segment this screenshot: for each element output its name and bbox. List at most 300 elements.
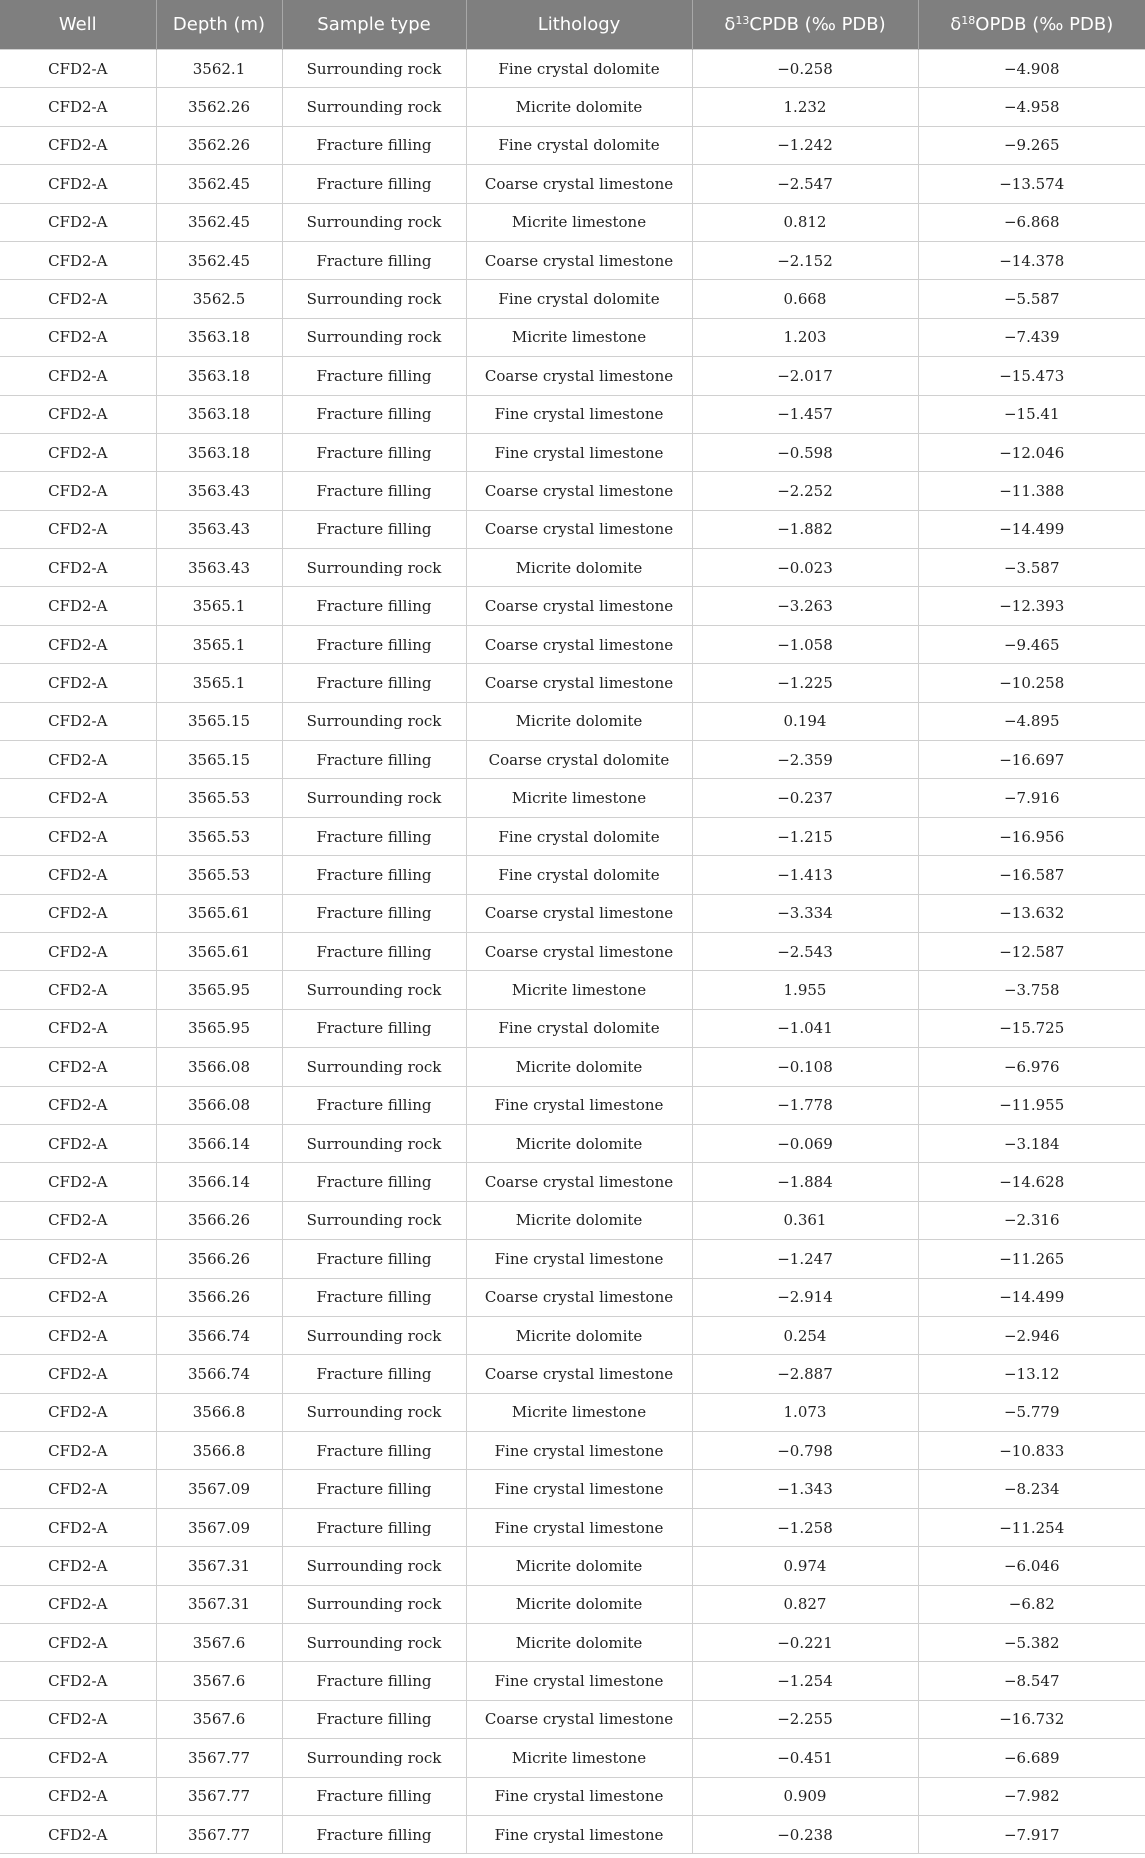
cell-depth: 3567.77 [156, 1739, 282, 1777]
cell-d13c: −2.152 [692, 241, 918, 279]
cell-lithology: Micrite dolomite [466, 1048, 692, 1086]
cell-lithology: Micrite limestone [466, 1739, 692, 1777]
cell-well: CFD2-A [0, 510, 156, 548]
cell-d18o: −14.499 [918, 510, 1145, 548]
cell-lithology: Coarse crystal limestone [466, 625, 692, 663]
cell-lithology: Fine crystal limestone [466, 1777, 692, 1815]
cell-lithology: Coarse crystal limestone [466, 357, 692, 395]
table-row [0, 1700, 1145, 1738]
cell-lithology: Micrite dolomite [466, 1547, 692, 1585]
table-row [0, 1547, 1145, 1585]
cell-depth: 3563.43 [156, 472, 282, 510]
cell-well: CFD2-A [0, 1009, 156, 1047]
column-header-d13c [692, 0, 918, 50]
cell-well: CFD2-A [0, 395, 156, 433]
column-header-depth: Depth (m) [156, 0, 282, 50]
cell-depth: 3565.53 [156, 779, 282, 817]
cell-lithology: Fine crystal limestone [466, 1432, 692, 1470]
cell-d18o: −16.956 [918, 817, 1145, 855]
cell-depth: 3563.18 [156, 318, 282, 356]
cell-well: CFD2-A [0, 1700, 156, 1738]
cell-depth: 3566.14 [156, 1163, 282, 1201]
cell-depth: 3563.18 [156, 433, 282, 471]
cell-d18o: −2.946 [918, 1316, 1145, 1354]
cell-depth: 3566.08 [156, 1086, 282, 1124]
cell-well: CFD2-A [0, 357, 156, 395]
d13c-prefix: δ [724, 14, 736, 35]
cell-depth: 3565.61 [156, 894, 282, 932]
cell-well: CFD2-A [0, 587, 156, 625]
cell-d13c: 0.254 [692, 1316, 918, 1354]
cell-sample-type: Fracture filling [282, 433, 466, 471]
cell-well: CFD2-A [0, 1048, 156, 1086]
header-row [0, 0, 1145, 50]
cell-d13c: 0.812 [692, 203, 918, 241]
cell-lithology: Micrite dolomite [466, 1585, 692, 1623]
cell-d18o: −12.587 [918, 932, 1145, 970]
cell-sample-type: Fracture filling [282, 1163, 466, 1201]
cell-d18o: −9.265 [918, 126, 1145, 164]
cell-d13c: 1.203 [692, 318, 918, 356]
cell-depth: 3566.26 [156, 1278, 282, 1316]
cell-lithology: Coarse crystal limestone [466, 1355, 692, 1393]
cell-well: CFD2-A [0, 549, 156, 587]
cell-d13c: 1.073 [692, 1393, 918, 1431]
cell-d18o: −6.046 [918, 1547, 1145, 1585]
cell-d18o: −11.388 [918, 472, 1145, 510]
cell-lithology: Micrite limestone [466, 1393, 692, 1431]
cell-well: CFD2-A [0, 1815, 156, 1853]
cell-d13c: −0.069 [692, 1124, 918, 1162]
cell-d18o: −10.258 [918, 664, 1145, 702]
cell-depth: 3566.14 [156, 1124, 282, 1162]
cell-d18o: −6.868 [918, 203, 1145, 241]
cell-well: CFD2-A [0, 1086, 156, 1124]
table-row [0, 165, 1145, 203]
cell-depth: 3567.31 [156, 1585, 282, 1623]
cell-depth: 3565.53 [156, 856, 282, 894]
d13c-suffix: CPDB (‰ PDB) [749, 14, 886, 35]
cell-d18o: −12.393 [918, 587, 1145, 625]
cell-lithology: Coarse crystal limestone [466, 894, 692, 932]
cell-lithology: Micrite limestone [466, 971, 692, 1009]
cell-d18o: −4.895 [918, 702, 1145, 740]
cell-well: CFD2-A [0, 817, 156, 855]
cell-well: CFD2-A [0, 1163, 156, 1201]
cell-d13c: −2.887 [692, 1355, 918, 1393]
cell-depth: 3562.45 [156, 203, 282, 241]
cell-d18o: −3.758 [918, 971, 1145, 1009]
cell-lithology: Coarse crystal limestone [466, 1700, 692, 1738]
cell-d18o: −6.976 [918, 1048, 1145, 1086]
cell-lithology: Micrite limestone [466, 318, 692, 356]
cell-depth: 3562.45 [156, 165, 282, 203]
cell-d13c: −2.359 [692, 741, 918, 779]
cell-d13c: −3.334 [692, 894, 918, 932]
cell-lithology: Coarse crystal limestone [466, 1163, 692, 1201]
cell-depth: 3567.77 [156, 1815, 282, 1853]
cell-d13c: −2.252 [692, 472, 918, 510]
table-row [0, 203, 1145, 241]
cell-lithology: Fine crystal limestone [466, 1815, 692, 1853]
cell-lithology: Micrite dolomite [466, 1201, 692, 1239]
cell-lithology: Fine crystal limestone [466, 1240, 692, 1278]
cell-d18o: −13.12 [918, 1355, 1145, 1393]
cell-lithology: Micrite dolomite [466, 549, 692, 587]
cell-depth: 3562.26 [156, 88, 282, 126]
cell-lithology: Micrite dolomite [466, 1124, 692, 1162]
cell-d18o: −7.982 [918, 1777, 1145, 1815]
cell-depth: 3567.31 [156, 1547, 282, 1585]
cell-depth: 3567.6 [156, 1700, 282, 1738]
cell-lithology: Fine crystal limestone [466, 395, 692, 433]
cell-depth: 3565.61 [156, 932, 282, 970]
cell-d13c: 0.194 [692, 702, 918, 740]
cell-depth: 3565.15 [156, 741, 282, 779]
cell-depth: 3565.53 [156, 817, 282, 855]
cell-sample-type: Fracture filling [282, 1777, 466, 1815]
cell-d18o: −15.41 [918, 395, 1145, 433]
cell-d18o: −4.958 [918, 88, 1145, 126]
cell-d18o: −12.046 [918, 433, 1145, 471]
cell-depth: 3566.26 [156, 1201, 282, 1239]
cell-lithology: Fine crystal dolomite [466, 817, 692, 855]
cell-well: CFD2-A [0, 1777, 156, 1815]
cell-d18o: −16.697 [918, 741, 1145, 779]
cell-d13c: −0.108 [692, 1048, 918, 1086]
cell-d13c: −0.238 [692, 1815, 918, 1853]
cell-lithology: Coarse crystal limestone [466, 1278, 692, 1316]
cell-sample-type: Surrounding rock [282, 1739, 466, 1777]
cell-well: CFD2-A [0, 433, 156, 471]
cell-well: CFD2-A [0, 280, 156, 318]
cell-lithology: Fine crystal dolomite [466, 126, 692, 164]
cell-d18o: −5.779 [918, 1393, 1145, 1431]
cell-sample-type: Fracture filling [282, 1470, 466, 1508]
cell-well: CFD2-A [0, 779, 156, 817]
cell-d13c: −2.543 [692, 932, 918, 970]
cell-d13c: 1.232 [692, 88, 918, 126]
table-row [0, 1048, 1145, 1086]
cell-lithology: Micrite limestone [466, 203, 692, 241]
cell-d13c: −1.343 [692, 1470, 918, 1508]
cell-d13c: 0.361 [692, 1201, 918, 1239]
table-row [0, 1086, 1145, 1124]
table-row [0, 357, 1145, 395]
cell-lithology: Fine crystal dolomite [466, 280, 692, 318]
table-row [0, 1316, 1145, 1354]
cell-depth: 3565.1 [156, 587, 282, 625]
cell-d18o: −13.632 [918, 894, 1145, 932]
table-row [0, 741, 1145, 779]
cell-sample-type: Surrounding rock [282, 203, 466, 241]
cell-d18o: −11.955 [918, 1086, 1145, 1124]
cell-d13c: −1.778 [692, 1086, 918, 1124]
cell-depth: 3566.8 [156, 1432, 282, 1470]
cell-sample-type: Surrounding rock [282, 88, 466, 126]
cell-depth: 3565.95 [156, 971, 282, 1009]
table-row [0, 1777, 1145, 1815]
cell-d13c: −1.258 [692, 1508, 918, 1546]
cell-depth: 3562.26 [156, 126, 282, 164]
cell-d13c: 0.668 [692, 280, 918, 318]
table-row [0, 395, 1145, 433]
table-row [0, 1432, 1145, 1470]
cell-well: CFD2-A [0, 932, 156, 970]
cell-depth: 3563.18 [156, 395, 282, 433]
table-row [0, 1815, 1145, 1853]
cell-d18o: −15.725 [918, 1009, 1145, 1047]
table-row [0, 932, 1145, 970]
cell-depth: 3567.09 [156, 1508, 282, 1546]
cell-well: CFD2-A [0, 664, 156, 702]
cell-lithology: Coarse crystal limestone [466, 510, 692, 548]
cell-lithology: Coarse crystal limestone [466, 664, 692, 702]
cell-lithology: Micrite dolomite [466, 1624, 692, 1662]
table-row [0, 318, 1145, 356]
cell-d18o: −3.587 [918, 549, 1145, 587]
cell-well: CFD2-A [0, 50, 156, 88]
cell-sample-type: Fracture filling [282, 856, 466, 894]
cell-d18o: −14.378 [918, 241, 1145, 279]
table-row [0, 587, 1145, 625]
cell-d13c: 0.974 [692, 1547, 918, 1585]
cell-sample-type: Surrounding rock [282, 779, 466, 817]
cell-sample-type: Fracture filling [282, 741, 466, 779]
cell-depth: 3565.1 [156, 664, 282, 702]
cell-d18o: −4.908 [918, 50, 1145, 88]
cell-sample-type: Fracture filling [282, 817, 466, 855]
cell-d13c: 0.827 [692, 1585, 918, 1623]
cell-d18o: −11.254 [918, 1508, 1145, 1546]
column-header-sample-type: Sample type [282, 0, 466, 50]
cell-d13c: −1.457 [692, 395, 918, 433]
d13c-superscript: 13 [735, 14, 750, 27]
cell-lithology: Coarse crystal limestone [466, 587, 692, 625]
cell-well: CFD2-A [0, 126, 156, 164]
cell-depth: 3566.26 [156, 1240, 282, 1278]
cell-depth: 3567.09 [156, 1470, 282, 1508]
cell-lithology: Fine crystal limestone [466, 1508, 692, 1546]
cell-well: CFD2-A [0, 971, 156, 1009]
cell-lithology: Fine crystal limestone [466, 1470, 692, 1508]
cell-sample-type: Surrounding rock [282, 1124, 466, 1162]
cell-sample-type: Surrounding rock [282, 1201, 466, 1239]
cell-d13c: −1.882 [692, 510, 918, 548]
cell-d13c: −1.215 [692, 817, 918, 855]
cell-d13c: −3.263 [692, 587, 918, 625]
cell-d13c: −0.221 [692, 1624, 918, 1662]
cell-well: CFD2-A [0, 625, 156, 663]
table-row [0, 472, 1145, 510]
cell-d18o: −9.465 [918, 625, 1145, 663]
cell-sample-type: Fracture filling [282, 395, 466, 433]
cell-well: CFD2-A [0, 472, 156, 510]
table-row [0, 280, 1145, 318]
table-row [0, 549, 1145, 587]
cell-depth: 3567.6 [156, 1662, 282, 1700]
cell-depth: 3567.6 [156, 1624, 282, 1662]
cell-lithology: Micrite dolomite [466, 1316, 692, 1354]
cell-d13c: 0.909 [692, 1777, 918, 1815]
cell-lithology: Coarse crystal dolomite [466, 741, 692, 779]
cell-d18o: −15.473 [918, 357, 1145, 395]
cell-depth: 3566.8 [156, 1393, 282, 1431]
cell-depth: 3567.77 [156, 1777, 282, 1815]
cell-depth: 3563.18 [156, 357, 282, 395]
table-row [0, 1278, 1145, 1316]
cell-sample-type: Fracture filling [282, 1508, 466, 1546]
cell-well: CFD2-A [0, 1508, 156, 1546]
table-row [0, 1508, 1145, 1546]
cell-well: CFD2-A [0, 1124, 156, 1162]
cell-depth: 3562.1 [156, 50, 282, 88]
cell-d13c: −0.237 [692, 779, 918, 817]
column-header-well: Well [0, 0, 156, 50]
cell-d18o: −13.574 [918, 165, 1145, 203]
table-row [0, 1624, 1145, 1662]
cell-sample-type: Fracture filling [282, 1009, 466, 1047]
cell-sample-type: Fracture filling [282, 1278, 466, 1316]
cell-d18o: −3.184 [918, 1124, 1145, 1162]
cell-d13c: −1.413 [692, 856, 918, 894]
cell-well: CFD2-A [0, 894, 156, 932]
cell-d13c: 1.955 [692, 971, 918, 1009]
cell-depth: 3566.08 [156, 1048, 282, 1086]
column-header-d18o [918, 0, 1145, 50]
cell-well: CFD2-A [0, 1240, 156, 1278]
cell-well: CFD2-A [0, 165, 156, 203]
cell-d13c: −0.023 [692, 549, 918, 587]
cell-sample-type: Fracture filling [282, 1815, 466, 1853]
cell-d18o: −10.833 [918, 1432, 1145, 1470]
cell-d18o: −16.587 [918, 856, 1145, 894]
cell-sample-type: Fracture filling [282, 472, 466, 510]
table-row [0, 88, 1145, 126]
cell-lithology: Micrite limestone [466, 779, 692, 817]
cell-d18o: −11.265 [918, 1240, 1145, 1278]
table-row [0, 1585, 1145, 1623]
cell-sample-type: Surrounding rock [282, 971, 466, 1009]
cell-well: CFD2-A [0, 88, 156, 126]
cell-d13c: −0.798 [692, 1432, 918, 1470]
cell-well: CFD2-A [0, 741, 156, 779]
cell-lithology: Coarse crystal limestone [466, 932, 692, 970]
cell-sample-type: Fracture filling [282, 625, 466, 663]
table-row [0, 625, 1145, 663]
cell-sample-type: Fracture filling [282, 587, 466, 625]
cell-sample-type: Fracture filling [282, 357, 466, 395]
cell-well: CFD2-A [0, 318, 156, 356]
table-row [0, 664, 1145, 702]
table-row [0, 856, 1145, 894]
cell-well: CFD2-A [0, 1547, 156, 1585]
cell-d13c: −2.547 [692, 165, 918, 203]
cell-d18o: −14.499 [918, 1278, 1145, 1316]
cell-sample-type: Surrounding rock [282, 549, 466, 587]
table-row [0, 126, 1145, 164]
cell-sample-type: Surrounding rock [282, 1624, 466, 1662]
table-row [0, 1355, 1145, 1393]
table-row [0, 1201, 1145, 1239]
cell-sample-type: Fracture filling [282, 1432, 466, 1470]
cell-d13c: −1.242 [692, 126, 918, 164]
cell-d13c: −1.254 [692, 1662, 918, 1700]
cell-sample-type: Fracture filling [282, 1662, 466, 1700]
cell-well: CFD2-A [0, 702, 156, 740]
cell-d13c: −1.058 [692, 625, 918, 663]
table-row [0, 702, 1145, 740]
cell-d18o: −7.916 [918, 779, 1145, 817]
cell-well: CFD2-A [0, 1432, 156, 1470]
table-body [0, 50, 1145, 1854]
cell-depth: 3562.45 [156, 241, 282, 279]
cell-sample-type: Surrounding rock [282, 702, 466, 740]
table-row [0, 1009, 1145, 1047]
cell-sample-type: Surrounding rock [282, 1316, 466, 1354]
cell-depth: 3565.1 [156, 625, 282, 663]
cell-d18o: −16.732 [918, 1700, 1145, 1738]
cell-d18o: −6.689 [918, 1739, 1145, 1777]
cell-d13c: −1.225 [692, 664, 918, 702]
cell-lithology: Fine crystal limestone [466, 1086, 692, 1124]
cell-d18o: −7.439 [918, 318, 1145, 356]
cell-depth: 3566.74 [156, 1355, 282, 1393]
cell-sample-type: Fracture filling [282, 1700, 466, 1738]
cell-sample-type: Fracture filling [282, 894, 466, 932]
cell-lithology: Fine crystal dolomite [466, 856, 692, 894]
cell-sample-type: Fracture filling [282, 241, 466, 279]
cell-well: CFD2-A [0, 241, 156, 279]
cell-sample-type: Fracture filling [282, 165, 466, 203]
cell-well: CFD2-A [0, 1585, 156, 1623]
cell-d18o: −8.547 [918, 1662, 1145, 1700]
table-row [0, 1393, 1145, 1431]
cell-depth: 3566.74 [156, 1316, 282, 1354]
cell-lithology: Coarse crystal limestone [466, 241, 692, 279]
cell-sample-type: Surrounding rock [282, 318, 466, 356]
cell-sample-type: Surrounding rock [282, 280, 466, 318]
table-row [0, 894, 1145, 932]
cell-d13c: −2.017 [692, 357, 918, 395]
cell-sample-type: Fracture filling [282, 1086, 466, 1124]
cell-sample-type: Surrounding rock [282, 1393, 466, 1431]
cell-lithology: Fine crystal dolomite [466, 1009, 692, 1047]
cell-well: CFD2-A [0, 856, 156, 894]
cell-depth: 3565.95 [156, 1009, 282, 1047]
cell-sample-type: Fracture filling [282, 1355, 466, 1393]
cell-lithology: Coarse crystal limestone [466, 165, 692, 203]
cell-well: CFD2-A [0, 203, 156, 241]
cell-depth: 3565.15 [156, 702, 282, 740]
cell-d18o: −6.82 [918, 1585, 1145, 1623]
cell-d18o: −5.382 [918, 1624, 1145, 1662]
table-row [0, 1662, 1145, 1700]
column-header-lithology: Lithology [466, 0, 692, 50]
cell-d13c: −1.884 [692, 1163, 918, 1201]
cell-d13c: −1.247 [692, 1240, 918, 1278]
cell-d18o: −8.234 [918, 1470, 1145, 1508]
cell-sample-type: Fracture filling [282, 126, 466, 164]
cell-well: CFD2-A [0, 1662, 156, 1700]
cell-d18o: −5.587 [918, 280, 1145, 318]
cell-d18o: −2.316 [918, 1201, 1145, 1239]
table-row [0, 241, 1145, 279]
cell-well: CFD2-A [0, 1470, 156, 1508]
table-row [0, 1739, 1145, 1777]
table-row [0, 779, 1145, 817]
cell-d13c: −2.914 [692, 1278, 918, 1316]
